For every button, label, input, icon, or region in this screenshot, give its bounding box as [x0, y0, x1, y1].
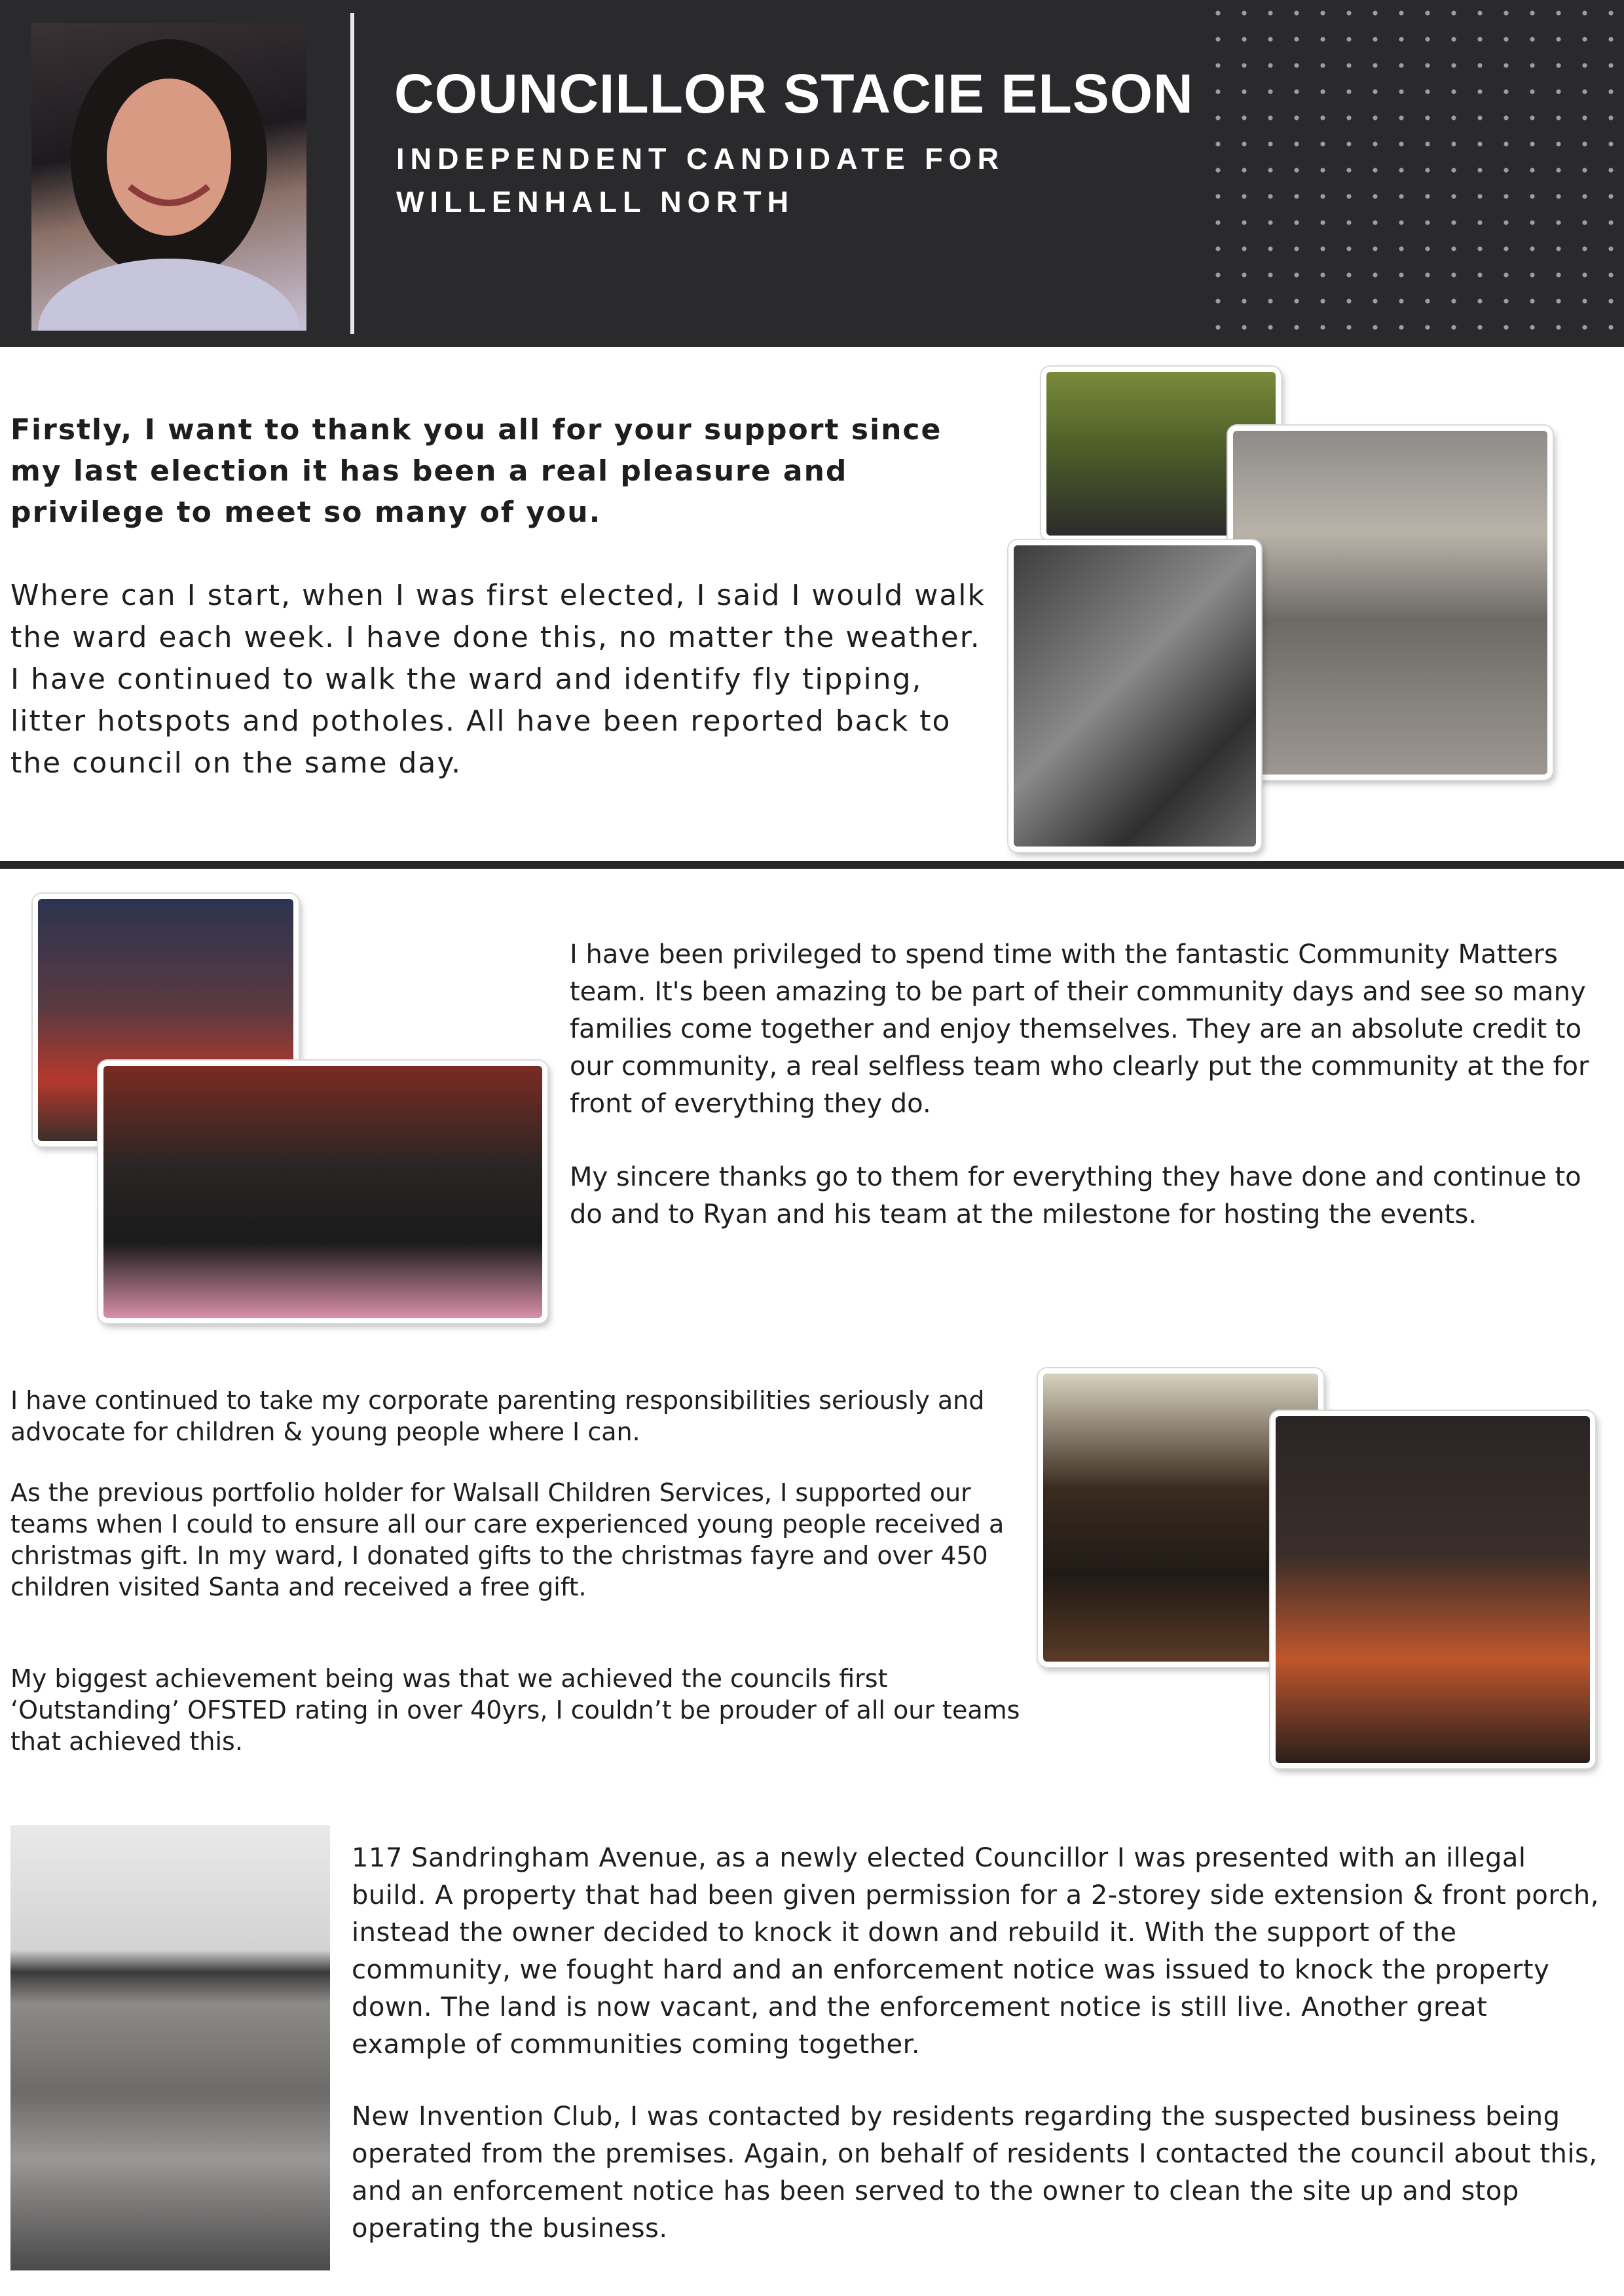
dot-pattern-decoration	[1205, 0, 1624, 347]
section-divider	[0, 861, 1624, 869]
sandringham-avenue-text: 117 Sandringham Avenue, as a newly elected Councillor I was presented with an illegal build. A property that had been given permission for a 2-storey side extension & front porch, instead the owner decided to knock it down and rebuild it. With the support of the community, we fought hard and an enforcement notice was issued to knock the property down. The land is now vacant, and the enforcement notice is still live. Another great example of communities coming together.	[352, 1843, 1599, 2060]
sandringham-avenue-photo	[10, 1825, 330, 2270]
subtitle-line-1: INDEPENDENT CANDIDATE FOR	[396, 142, 1005, 175]
subtitle-line-2: WILLENHALL NORTH	[396, 185, 795, 219]
candidate-subtitle	[396, 137, 1005, 224]
community-matters-text: I have been privileged to spend time with the fantastic Community Matters team. It's been amazing to be part of their community days and see so many families come together and enjoy themselves. They are an absolute credit to our community, a real selfless team who clearly put the community at the for front of everything they do.	[570, 939, 1589, 1119]
community-gifts-stall-photo	[98, 1061, 547, 1323]
new-invention-club-text: New Invention Club, I was contacted by residents regarding the suspected business being operated from the premises. Again, on behalf of residents I contacted the council about this, and an enforcement notice has been served to the owner to clean the site up and stop operating the business.	[352, 2102, 1598, 2244]
candidate-name: COUNCILLOR STACIE ELSON	[394, 63, 1194, 124]
intro-thanks-text: Firstly, I want to thank you all for your support since my last election it has been a real pleasure and privilege to meet so many of you.	[10, 413, 942, 529]
corporate-parenting-text: I have continued to take my corporate parenting responsibilities seriously and advocate for children & young people where I can.	[10, 1386, 985, 1446]
ward-walk-text: Where can I start, when I was first elected, I said I would walk the ward each week. I have done this, no matter the weather. I have continued to walk the ward and identify fly tipping, litter hotspots and potholes. All have been reported back to the council on the same day.	[10, 579, 986, 780]
thanks-milestone-text: My sincere thanks go to them for everything they have done and continue to do and to Ryan and his team at the milestone for hosting the events.	[570, 1162, 1581, 1230]
children-services-text: As the previous portfolio holder for Walsall Children Services, I supported our teams when I could to ensure all our care experienced young people received a christmas gift. In my ward, I donated gifts to the christmas fayre and over 450 children visited Santa and received a free gift.	[10, 1478, 1005, 1601]
pothole-photo	[1008, 540, 1261, 852]
portrait-illustration	[31, 23, 306, 331]
litter-pick-photo	[1228, 426, 1553, 780]
header-divider	[350, 13, 354, 334]
candidate-portrait-photo	[31, 23, 306, 331]
christmas-tree-gifts-photo	[1270, 1411, 1595, 1768]
ofsted-achievement-text: My biggest achievement being was that we achieved the councils first ‘Outstanding’ OFSTED rating in over 40yrs, I couldn’t be prouder of all our teams that achieved this.	[10, 1664, 1020, 1756]
